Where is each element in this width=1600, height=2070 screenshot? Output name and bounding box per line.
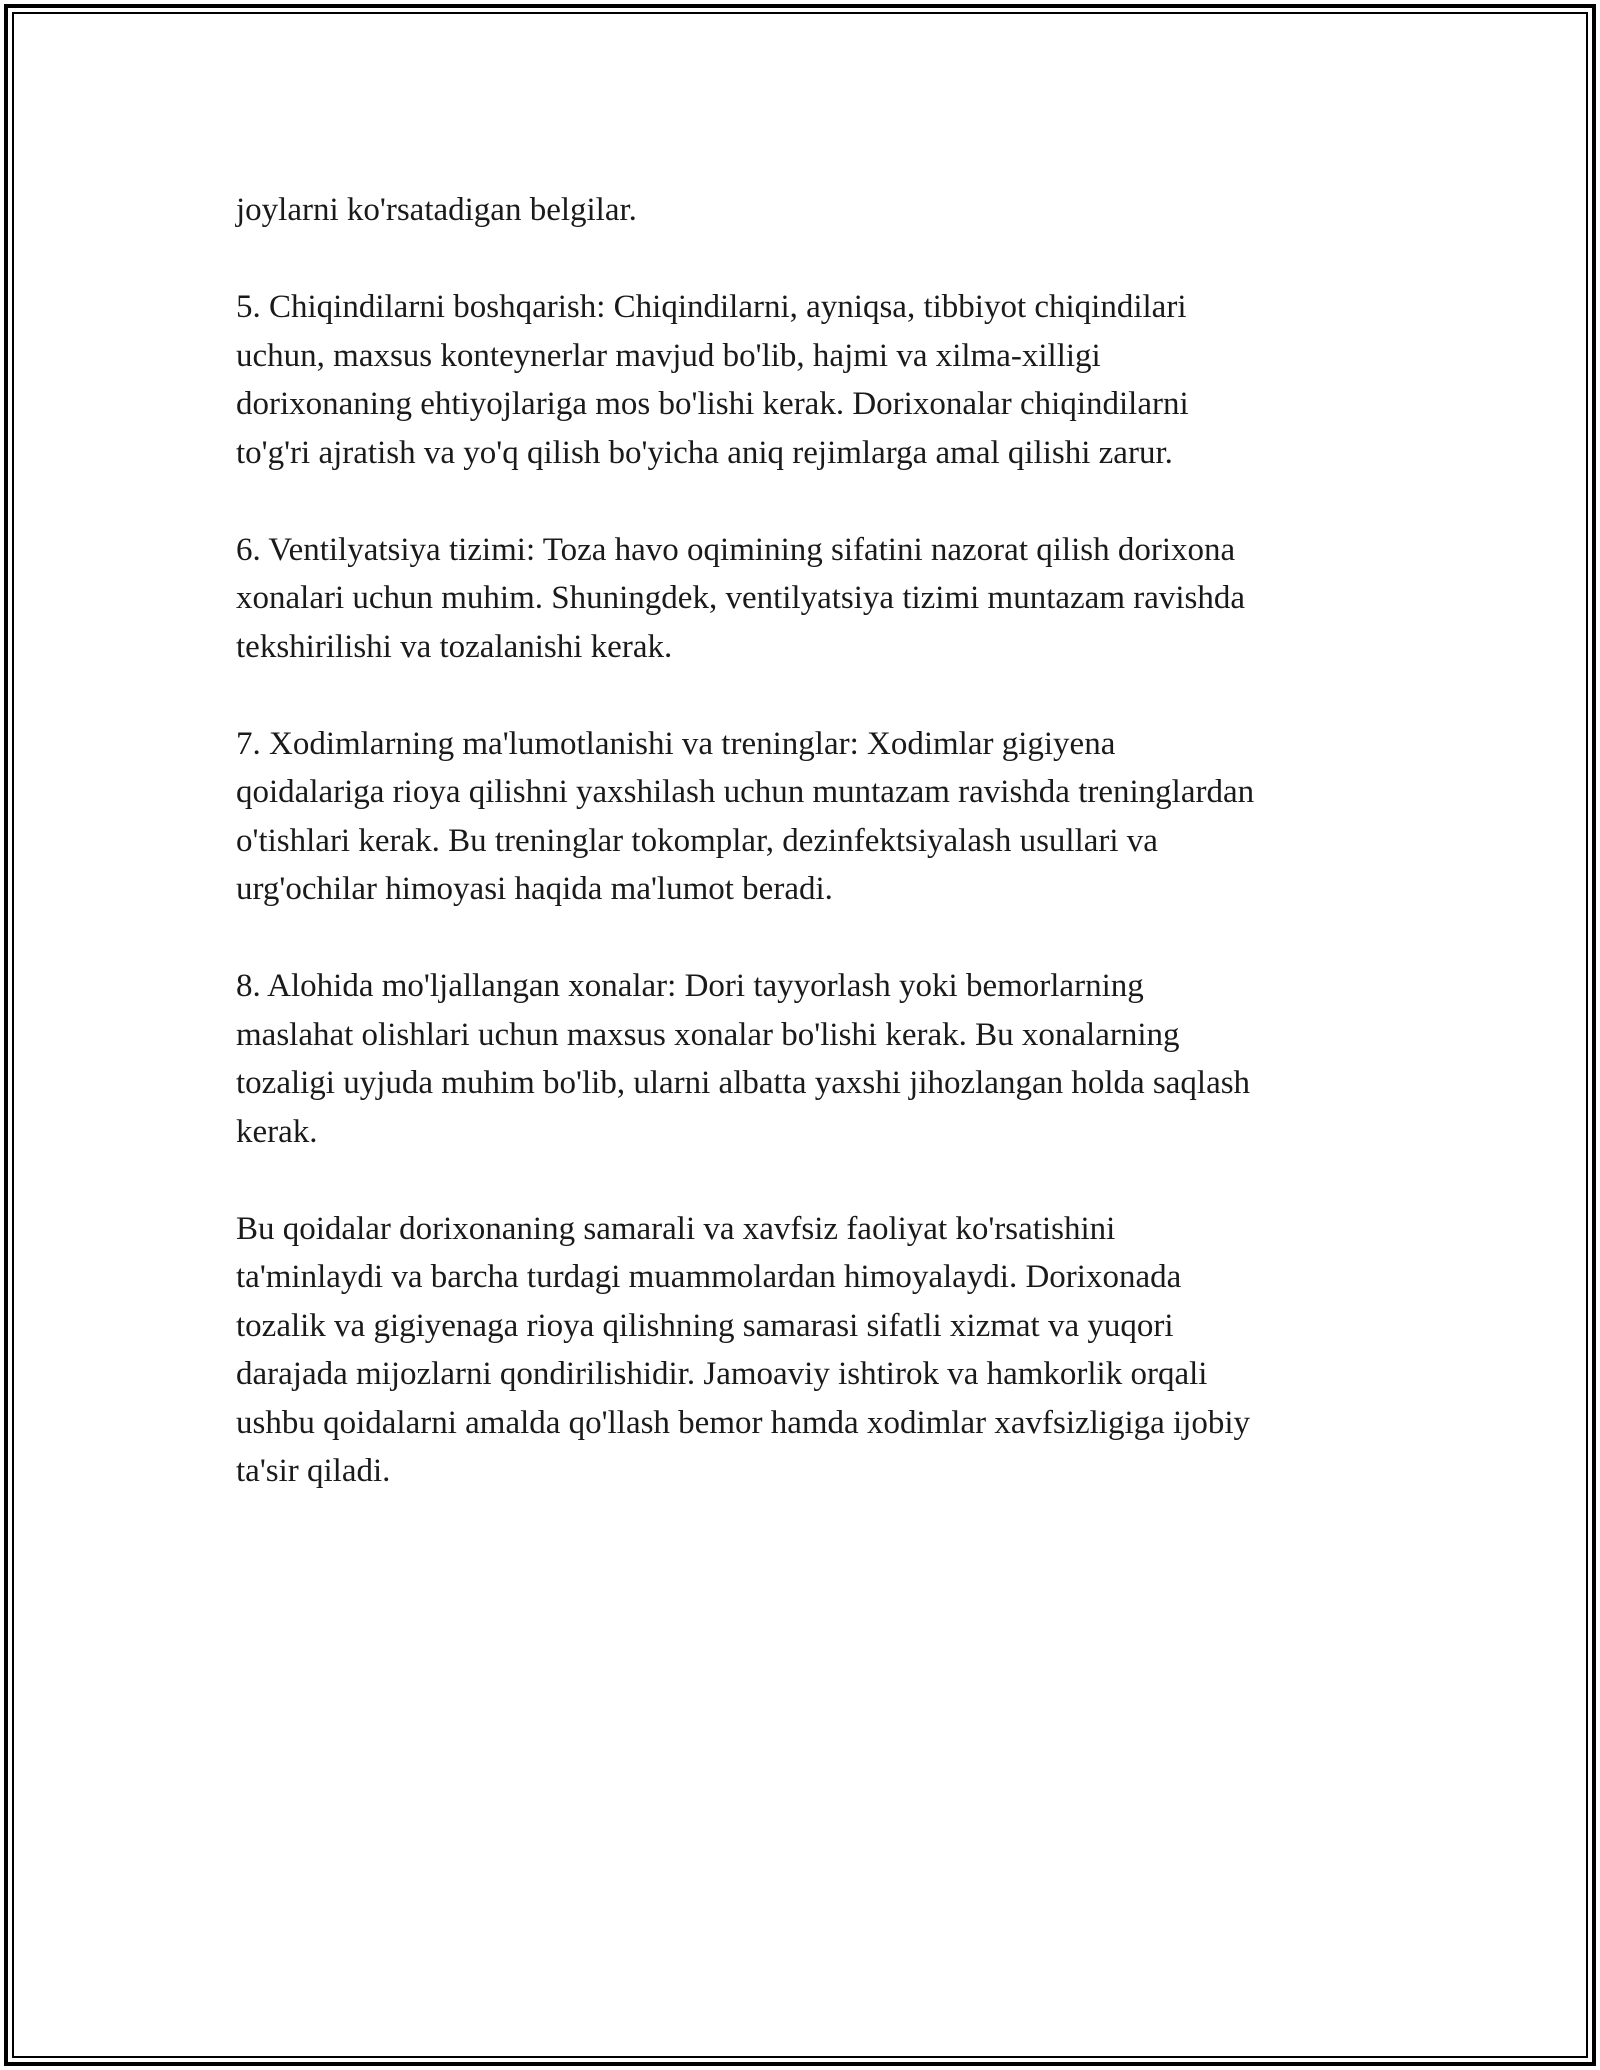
paragraph-gap (236, 914, 1376, 963)
text-line: 5. Chiqindilarni boshqarish: Chiqindilarni, ayniqsa, tibbiyot chiqindilari (236, 289, 1187, 325)
text-line: 6. Ventilyatsiya tizimi: Toza havo oqimining sifatini nazorat qilish dorixona (236, 531, 1236, 568)
text-line: Bu qoidalar dorixonaning samarali va xavfsiz faoliyat ko'rsatishini (236, 1210, 1116, 1247)
text-line: uchun, maxsus konteynerlar mavjud bo'lib, hajmi va xilma-xilligi (236, 337, 1101, 374)
text-line: ta'minlaydi va barcha turdagi muammolardan himoyalaydi. Dorixonada (236, 1259, 1182, 1295)
text-line: 8. Alohida mo'ljallangan xonalar: Dori tayyorlash yoki bemorlarning (236, 968, 1144, 1004)
document-body (236, 186, 1376, 1496)
paragraph-item-5 (236, 283, 1376, 477)
paragraph-conclusion (236, 1205, 1376, 1496)
paragraph-item-6 (236, 526, 1376, 672)
text-line: ushbu qoidalarni amalda qo'llash bemor hamda xodimlar xavfsizligiga ijobiy (236, 1404, 1251, 1441)
text-line: maslahat olishlari uchun maxsus xonalar bo'lishi kerak. Bu xonalarning (236, 1016, 1180, 1053)
paragraph-gap (236, 477, 1376, 526)
text-line: ta'sir qiladi. (236, 1453, 391, 1489)
paragraph-continuation (236, 186, 1376, 235)
text-line: qoidalariga rioya qilishni yaxshilash uchun muntazam ravishda treninglardan (236, 774, 1255, 810)
text-line: tozalik va gigiyenaga rioya qilishning samarasi sifatli xizmat va yuqori (236, 1307, 1174, 1344)
text-line: urg'ochilar himoyasi haqida ma'lumot beradi. (236, 871, 833, 907)
text-line: tekshirilishi va tozalanishi kerak. (236, 628, 673, 665)
text-line: kerak. (236, 1113, 318, 1150)
paragraph-gap (236, 235, 1376, 284)
paragraph-item-8 (236, 962, 1376, 1156)
paragraph-gap (236, 1156, 1376, 1205)
paragraph-gap (236, 671, 1376, 720)
text-line: joylarni ko'rsatadigan belgilar. (236, 192, 637, 228)
paragraph-item-7 (236, 720, 1376, 914)
text-line: darajada mijozlarni qondirilishidir. Jamoaviy ishtirok va hamkorlik orqali (236, 1356, 1208, 1392)
text-line: 7. Xodimlarning ma'lumotlanishi va treninglar: Xodimlar gigiyena (236, 725, 1116, 762)
text-line: xonalari uchun muhim. Shuningdek, ventilyatsiya tizimi muntazam ravishda (236, 580, 1246, 616)
text-line: tozaligi uyjuda muhim bo'lib, ularni albatta yaxshi jihozlangan holda saqlash (236, 1065, 1251, 1101)
text-line: o'tishlari kerak. Bu treninglar tokomplar, dezinfektsiyalash usullari va (236, 822, 1158, 859)
text-line: to'g'ri ajratish va yo'q qilish bo'yicha aniq rejimlarga amal qilishi zarur. (236, 434, 1173, 471)
text-line: dorixonaning ehtiyojlariga mos bo'lishi kerak. Dorixonalar chiqindilarni (236, 386, 1189, 422)
